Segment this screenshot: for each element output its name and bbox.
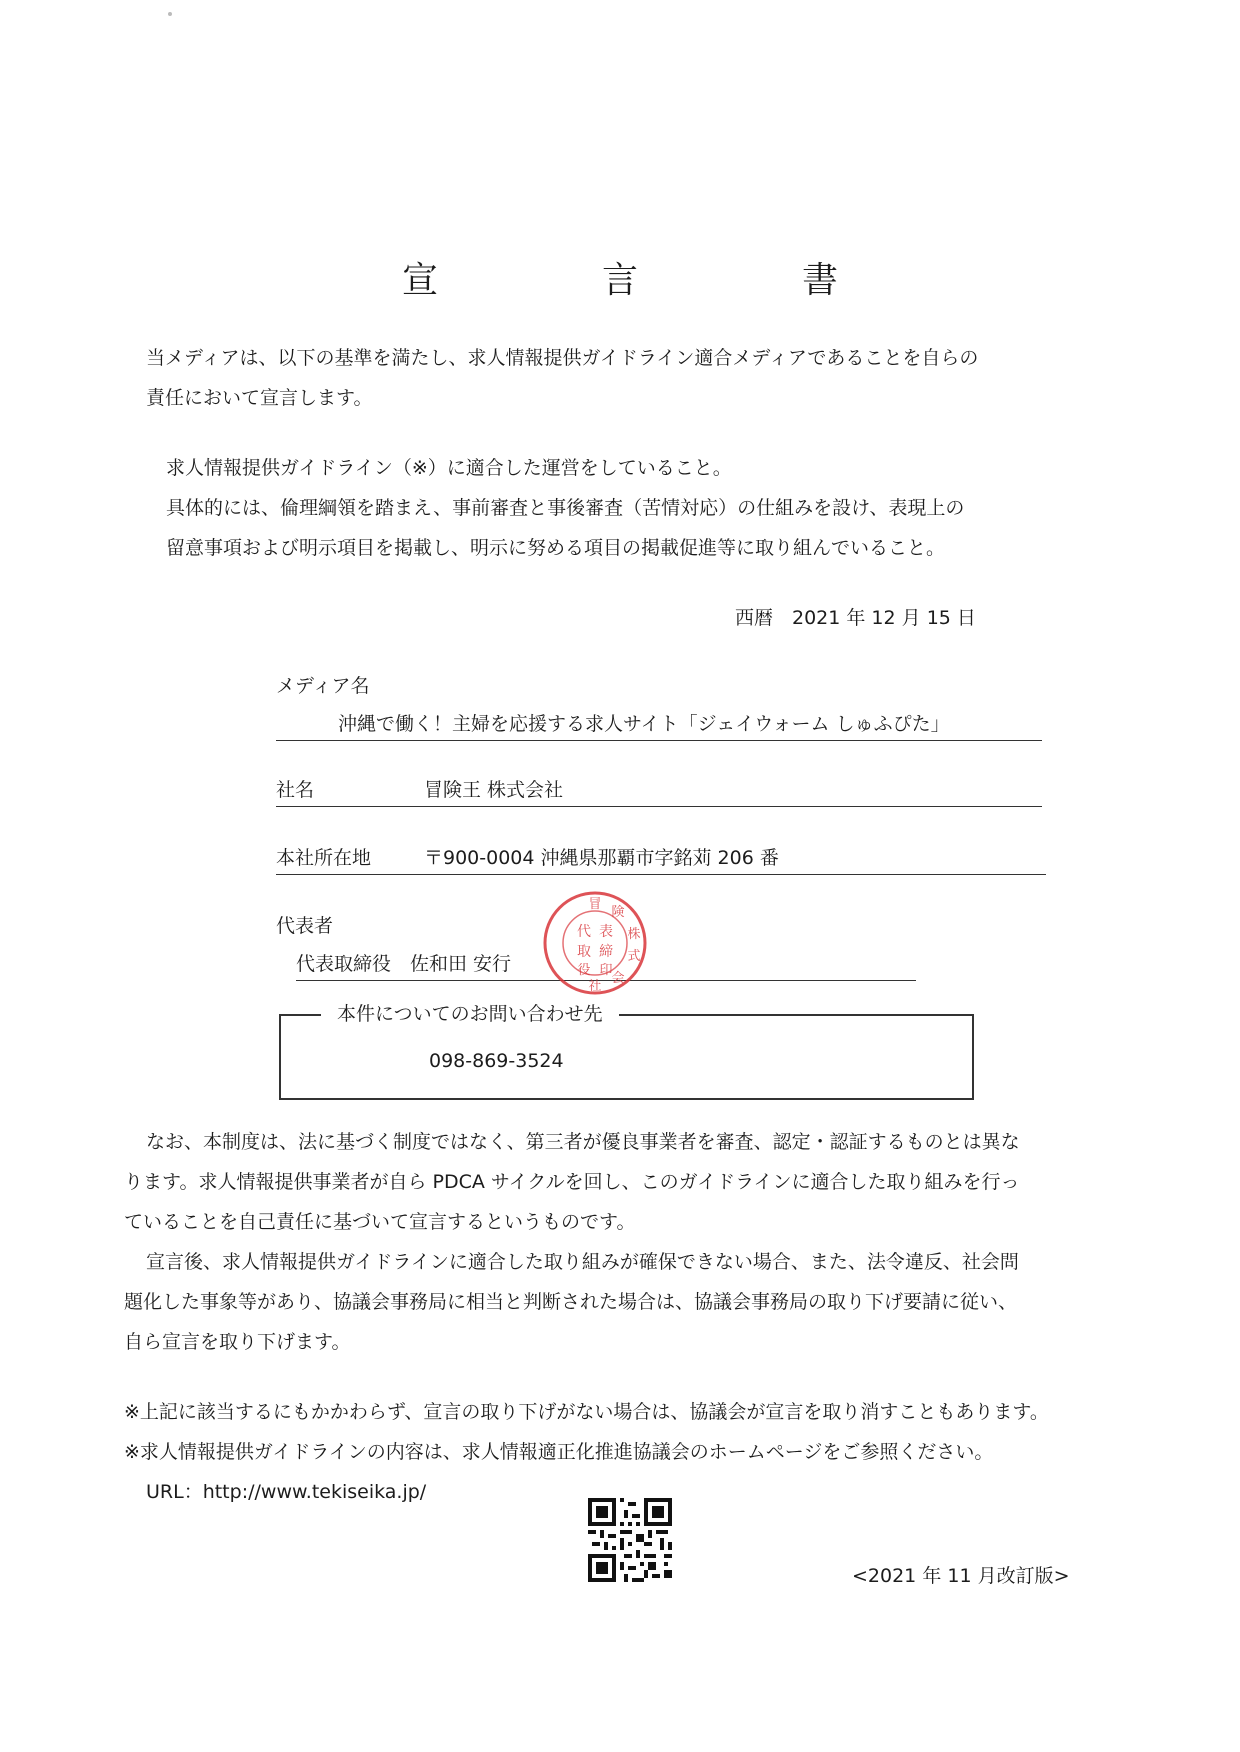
intro-line-2: 責任において宣言します。 — [146, 387, 373, 409]
svg-text:冒: 冒 — [588, 897, 602, 912]
notes-para2-line3: 自ら宣言を取り下げます。 — [124, 1331, 351, 1353]
footnote-1: ※上記に該当するにもかかわらず、宣言の取り下げがない場合は、協議会が宣言を取り消すこともあります。 — [124, 1401, 1049, 1423]
svg-text:険: 険 — [611, 905, 625, 920]
criteria-line-1: 求人情報提供ガイドライン（※）に適合した運営をしていること。 — [166, 457, 732, 479]
svg-text:式: 式 — [627, 949, 641, 964]
notes-para1-line2: ります。求人情報提供事業者が自ら PDCA サイクルを回し、このガイドラインに適合した取り組みを行っ — [124, 1171, 1020, 1193]
revision-version: <2021 年 11 月改訂版> — [852, 1565, 1070, 1587]
svg-text:印: 印 — [599, 963, 613, 978]
svg-text:表: 表 — [599, 924, 613, 940]
notes-para1-line1: なお、本制度は、法に基づく制度ではなく、第三者が優良事業者を審査、認定・認証するものとは異な — [146, 1131, 1020, 1153]
document-title: 宣 言 書 — [401, 260, 902, 301]
address-underline — [276, 874, 1046, 875]
declaration-date: 西暦 2021 年 12 月 15 日 — [735, 607, 976, 629]
media-name-label: メディア名 — [276, 675, 370, 697]
inquiry-box — [279, 1003, 974, 1100]
notes-para1-line3: ていることを自己責任に基づいて宣言するというものです。 — [124, 1211, 636, 1233]
qr-code — [588, 1498, 672, 1582]
media-name-underline — [276, 740, 1042, 741]
representative-value: 代表取締役 佐和田 安行 — [296, 953, 512, 975]
inquiry-phone: 098-869-3524 — [429, 1050, 564, 1072]
intro-line-1: 当メディアは、以下の基準を満たし、求人情報提供ガイドライン適合メディアであることを自らの — [146, 347, 979, 369]
svg-text:株: 株 — [627, 927, 641, 942]
address-value: 〒900-0004 沖縄県那覇市字銘苅 206 番 — [424, 847, 779, 869]
svg-text:会: 会 — [611, 971, 625, 986]
inquiry-label: 本件についてのお問い合わせ先 — [321, 999, 619, 1026]
svg-text:締: 締 — [599, 944, 613, 960]
representative-label: 代表者 — [276, 915, 334, 937]
media-name-value: 沖縄で働く！主婦を応援する求人サイト「ジェイウォーム しゅふぴた」 — [338, 713, 950, 735]
svg-text:取: 取 — [577, 944, 591, 960]
svg-text:代: 代 — [577, 924, 591, 940]
address-label: 本社所在地 — [276, 847, 372, 869]
notes-para2-line1: 宣言後、求人情報提供ガイドラインに適合した取り組みが確保できない場合、また、法令違反、社会問 — [146, 1251, 1019, 1273]
company-name-value: 冒険王 株式会社 — [424, 779, 564, 801]
svg-text:役: 役 — [577, 963, 591, 978]
footnote-2: ※求人情報提供ガイドラインの内容は、求人情報適正化推進協議会のホームページをご参照ください。 — [124, 1441, 994, 1463]
company-name-underline — [276, 806, 1042, 807]
criteria-line-2: 具体的には、倫理綱領を踏まえ、事前審査と事後審査（苦情対応）の仕組みを設け、表現上の — [166, 497, 965, 519]
company-name-label: 社名 — [276, 779, 315, 801]
svg-text:社: 社 — [588, 979, 602, 994]
scan-speck — [168, 12, 172, 16]
company-seal-stamp — [540, 888, 650, 998]
guideline-url-link[interactable]: URL：http://www.tekiseika.jp/ — [146, 1481, 427, 1503]
notes-para2-line2: 題化した事象等があり、協議会事務局に相当と判断された場合は、協議会事務局の取り下げ要請に従い、 — [124, 1291, 1018, 1313]
criteria-line-3: 留意事項および明示項目を掲載し、明示に努める項目の掲載促進等に取り組んでいること。 — [166, 537, 946, 559]
